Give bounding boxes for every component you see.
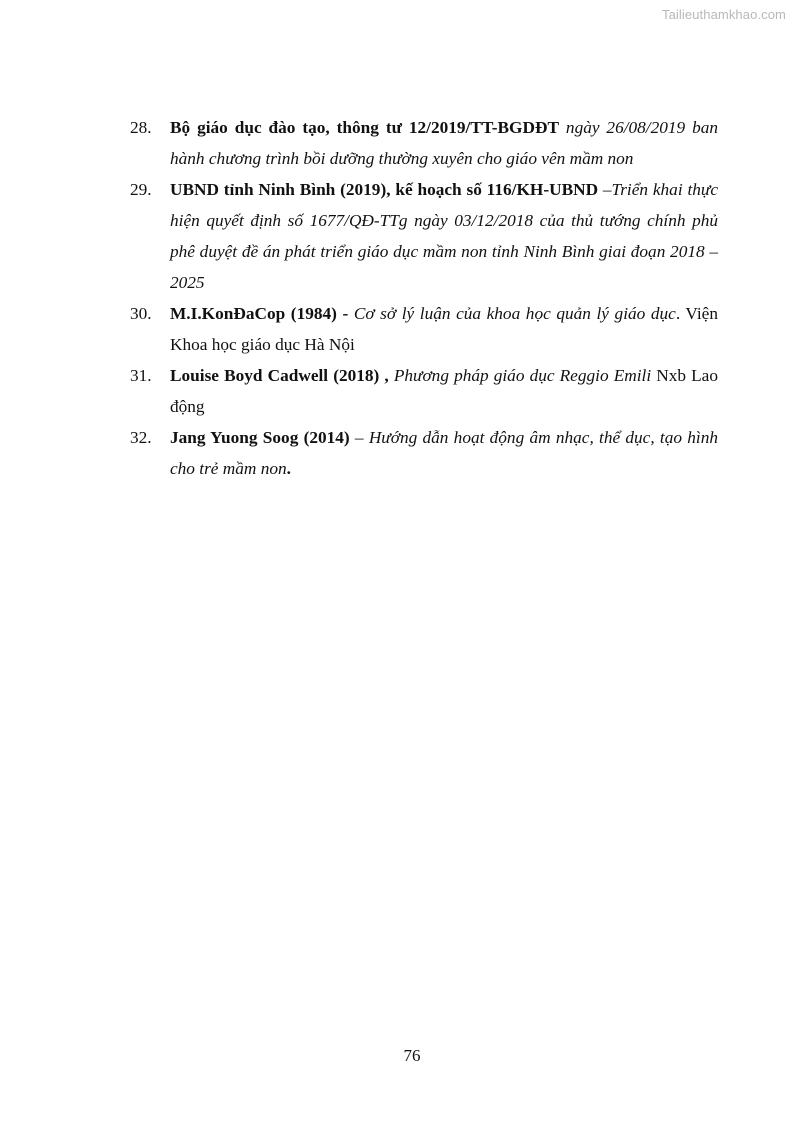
reference-item bbox=[130, 422, 718, 484]
reference-source: UBND tỉnh Ninh Bình (2019), kế hoạch số 116/KH-UBND bbox=[170, 180, 599, 199]
reference-item bbox=[130, 360, 718, 422]
reference-title: Triển khai thực hiện quyết định số 1677/QĐ-TTg ngày 03/12/2018 của thủ tướng chính phủ phê duyệt đề án phát triển giáo dục mầm non tỉnh Ninh Bình giai đoạn 2018 – 2025 bbox=[170, 180, 718, 292]
reference-item bbox=[130, 174, 718, 298]
reference-item bbox=[130, 298, 718, 360]
reference-number: 29. bbox=[130, 180, 152, 199]
reference-title: Hướng dẫn hoạt động âm nhạc, thể dục, tạo hình cho trẻ mầm non bbox=[170, 428, 718, 478]
reference-number: 31. bbox=[130, 366, 152, 385]
reference-list bbox=[130, 112, 718, 484]
watermark: Tailieuthamkhao.com bbox=[661, 7, 786, 22]
reference-source: Jang Yuong Soog (2014) bbox=[170, 428, 350, 447]
reference-source: Louise Boyd Cadwell (2018) , bbox=[170, 366, 389, 385]
reference-source: M.I.KonĐaCop (1984) - bbox=[170, 304, 349, 323]
reference-separator: – bbox=[349, 428, 369, 447]
reference-end-mark: . bbox=[286, 459, 291, 478]
reference-title: Phương pháp giáo dục Reggio Emili bbox=[393, 366, 652, 385]
reference-source: Bộ giáo dục đào tạo, thông tư 12/2019/TT-BGDĐT bbox=[170, 118, 559, 137]
reference-number: 32. bbox=[130, 428, 152, 447]
reference-publisher: . Viện Khoa học giáo dục Hà Nội bbox=[170, 304, 718, 354]
reference-separator: – bbox=[598, 180, 612, 199]
reference-title: Cơ sở lý luận của khoa học quản lý giáo dục bbox=[353, 304, 676, 323]
reference-number: 30. bbox=[130, 304, 152, 323]
reference-publisher: Nxb Lao động bbox=[170, 366, 718, 416]
page-number: 76 bbox=[403, 1046, 421, 1065]
reference-number: 28. bbox=[130, 118, 152, 137]
reference-title: ngày 26/08/2019 ban hành chương trình bồi dưỡng thường xuyên cho giáo vên mầm non bbox=[170, 118, 719, 168]
reference-item bbox=[130, 112, 718, 174]
